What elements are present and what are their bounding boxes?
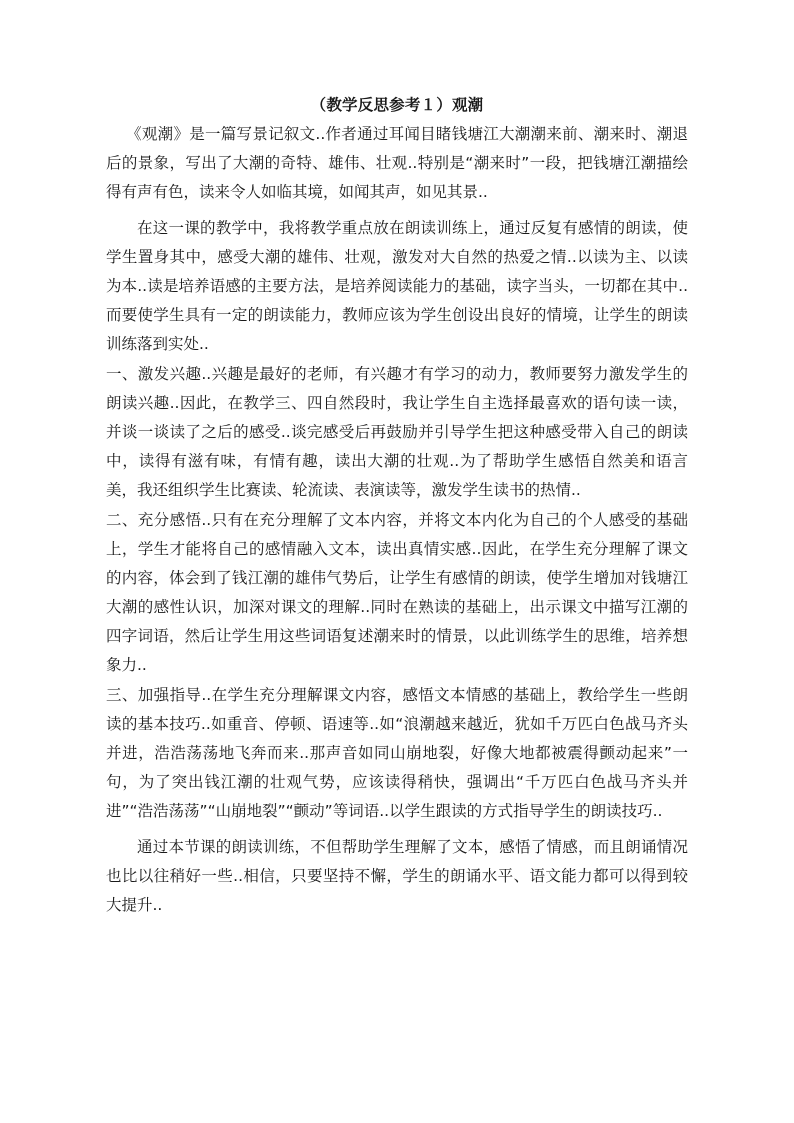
paragraph-conclusion: 通过本节课的朗读训练，不但帮助学生理解了文本，感悟了情感，而且朗诵情况也比以往稍好一些..相信，只要坚持不懈，学生的朗诵水平、语文能力都可以得到较大提升..	[106, 838, 688, 914]
document-page	[106, 92, 688, 920]
paragraph-point-three: 三、加强指导..在学生充分理解课文内容，感悟文本情感的基础上，教给学生一些朗读的基本技巧..如重音、停顿、语速等..如“浪潮越来越近，犹如千万匹白色战马齐头并进，浩浩荡荡地飞奔而来..那声音如同山崩地裂，好像大地都被震得颤动起来”一句，为了突出钱江潮的壮观气势，应该读得稍快，强调出“千万匹白色战马齐头并进”“浩浩荡荡”“山崩地裂”“颤动”等词语..以学生跟读的方式指导学生的朗读技巧..	[106, 686, 688, 820]
paragraph-teaching-focus: 在这一课的教学中，我将教学重点放在朗读训练上，通过反复有感情的朗读，使学生置身其中，感受大潮的雄伟、壮观，激发对大自然的热爱之情..以读为主、以读为本..读是培养语感的主要方法，是培养阅读能力的基础，读字当头，一切都在其中..而要使学生具有一定的朗读能力，教师应该为学生创设出良好的情境，让学生的朗读训练落到实处..	[106, 219, 688, 353]
paragraph-intro: 《观潮》是一篇写景记叙文..作者通过耳闻目睹钱塘江大潮潮来前、潮来时、潮退后的景象，写出了大潮的奇特、雄伟、壮观..特别是“潮来时”一段，把钱塘江潮描绘得有声有色，读来令人如临其境，如闻其声，如见其景..	[106, 125, 688, 201]
document-title: （教学反思参考１）观潮	[310, 96, 484, 114]
paragraph-point-one: 一、激发兴趣..兴趣是最好的老师，有兴趣才有学习的动力，教师要努力激发学生的朗读兴趣..因此，在教学三、四自然段时，我让学生自主选择最喜欢的语句读一读，并谈一谈读了之后的感受..谈完感受后再鼓励并引导学生把这种感受带入自己的朗读中，读得有滋有味，有情有趣，读出大潮的壮观..为了帮助学生感悟自然美和语言美，我还组织学生比赛读、轮流读、表演读等，激发学生读书的热情..	[106, 365, 688, 499]
paragraph-point-two: 二、充分感悟..只有在充分理解了文本内容，并将文本内化为自己的个人感受的基础上，学生才能将自己的感情融入文本，读出真情实感..因此，在学生充分理解了课文的内容，体会到了钱江潮的雄伟气势后，让学生有感情的朗读，使学生增加对钱塘江大潮的感性认识，加深对课文的理解..同时在熟读的基础上，出示课文中描写江潮的四字词语，然后让学生用这些词语复述潮来时的情景，以此训练学生的思维，培养想象力..	[106, 511, 688, 674]
